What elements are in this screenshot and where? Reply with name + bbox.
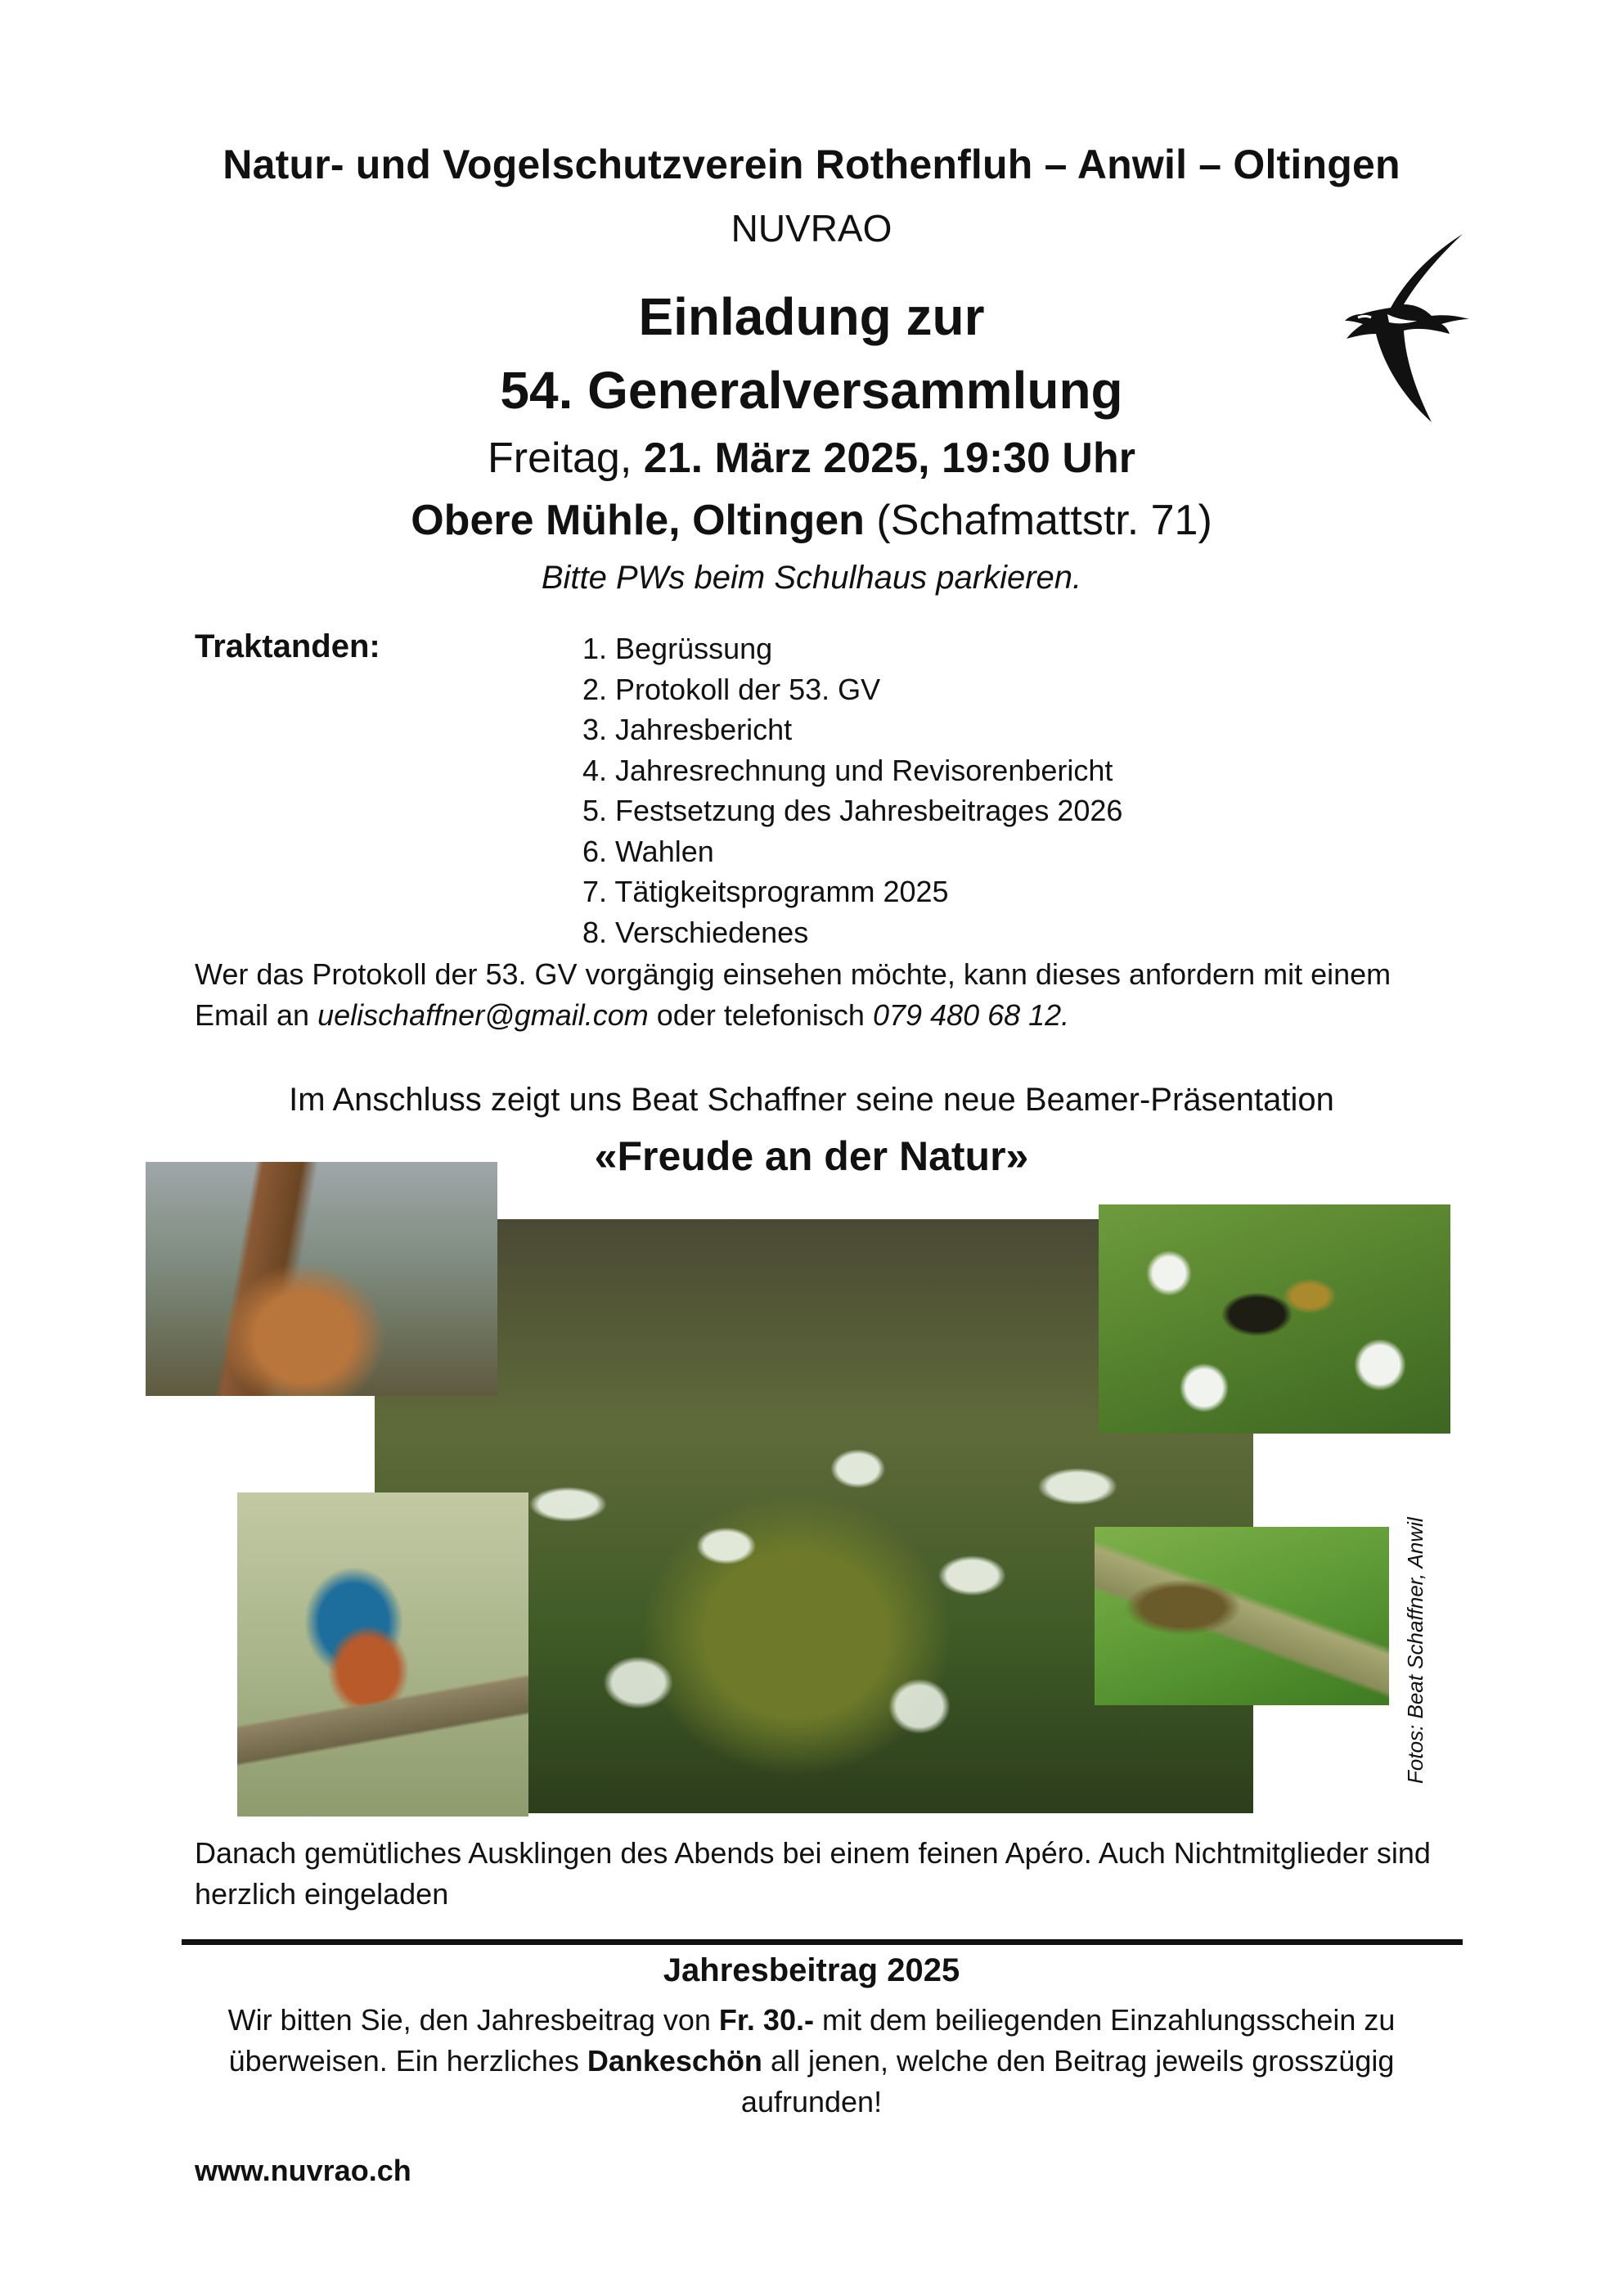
agenda-item: 2. Protokoll der 53. GV [582, 672, 881, 706]
photo-hoverfly [1099, 1204, 1450, 1434]
section-divider [182, 1939, 1463, 1945]
agenda-label: Traktanden: [195, 628, 380, 664]
date-prefix: Freitag, [488, 434, 644, 482]
event-date [0, 434, 1623, 483]
protocol-note [195, 954, 1471, 1036]
presentation-intro: Im Anschluss zeigt uns Beat Schaffner seine neue Beamer-Präsentation [289, 1082, 1334, 1118]
fee-text-part: Wir bitten Sie, den Jahresbeitrag von [227, 2003, 719, 2037]
date-value: 21. März 2025, 19:30 Uhr [643, 434, 1135, 482]
fee-thanks: Dankeschön [587, 2044, 762, 2078]
presentation-title: «Freude an der Natur» [594, 1133, 1029, 1179]
title-line-1: Einladung zur [638, 287, 985, 346]
protocol-text: Wer das Protokoll der 53. GV vorgängig einsehen möchte, kann dieses anfordern mit einem Email an [195, 957, 1391, 1032]
closing-note: Danach gemütliches Ausklingen des Abends bei einem feinen Apéro. Auch Nichtmitglieder sind herzlich eingeladen [195, 1836, 1431, 1911]
fee-title: Jahresbeitrag 2025 [663, 1952, 960, 1988]
location-address: (Schafmattstr. 71) [864, 497, 1212, 544]
organization-name: Natur- und Vogelschutzverein Rothenfluh – Anwil – Oltingen [223, 142, 1400, 187]
agenda-item: 3. Jahresbericht [582, 713, 793, 746]
photo-beaver-tree [146, 1162, 497, 1396]
agenda-item: 8. Verschiedenes [582, 915, 809, 949]
website-link[interactable]: www.nuvrao.ch [195, 2154, 411, 2187]
agenda-item: 1. Begrüssung [582, 632, 773, 665]
agenda-item: 7. Tätigkeitsprogramm 2025 [582, 875, 949, 908]
fee-text [196, 2000, 1427, 2123]
fee-text-part: mit dem beiliegenden Einzahlungsschein zu überweisen. Ein herzliches [228, 2003, 1396, 2078]
location-name: Obere Mühle, Oltingen [411, 497, 865, 544]
contact-email[interactable]: uelischaffner@gmail.com [317, 998, 649, 1032]
protocol-text-middle: oder telefonisch [648, 998, 873, 1032]
agenda-item: 4. Jahresrechnung und Revisorenbericht [582, 753, 1113, 787]
fee-amount: Fr. 30.- [718, 2003, 814, 2037]
agenda-item: 5. Festsetzung des Jahresbeitrages 2026 [582, 794, 1123, 827]
photo-snail [1095, 1527, 1389, 1705]
photo-kingfisher [237, 1492, 528, 1817]
contact-phone: 079 480 68 12. [872, 998, 1070, 1032]
organization-abbreviation: NUVRAO [731, 207, 892, 250]
agenda-item: 6. Wahlen [582, 834, 714, 868]
title-line-2: 54. Generalversammlung [500, 361, 1123, 420]
agenda-list [582, 628, 1122, 952]
photo-credit: Fotos: Beat Schaffner, Anwil [1403, 1517, 1427, 1784]
event-location [0, 496, 1623, 545]
parking-note: Bitte PWs beim Schulhaus parkieren. [541, 560, 1082, 596]
fee-text-part: all jenen, welche den Beitrag jeweils grosszügig aufrunden! [740, 2044, 1395, 2118]
